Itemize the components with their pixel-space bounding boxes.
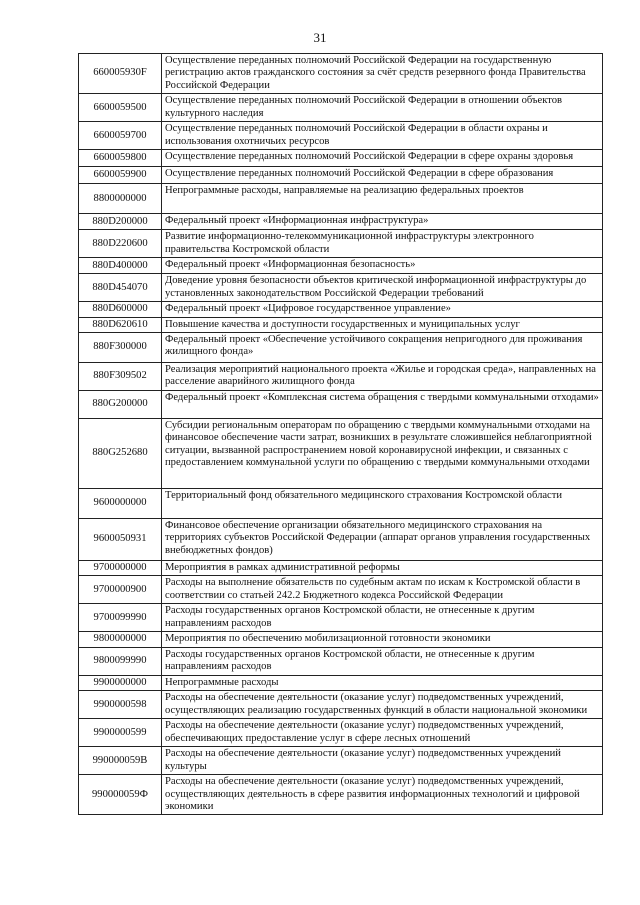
description-cell: Субсидии региональным операторам по обращению с твердыми коммунальными отходами на финансовое обеспечение части затрат, возникших в результате сложившейся неблагоприятной ситуации, вызванной распространением новой коронавирусной инфекции, и связанных с предоставлением коммунальной услуги по обращению с твердыми коммунальными отходами [162,419,603,489]
table-row [79,94,603,122]
table-row [79,719,603,747]
table-row [79,214,603,230]
table-row [79,519,603,561]
code-cell: 9600000000 [79,489,162,519]
code-cell: 9700000900 [79,576,162,604]
description-cell: Развитие информационно-телекоммуникационной инфраструктуры электронного правительства Костромской области [162,230,603,258]
code-cell: 880D400000 [79,258,162,274]
table-row [79,363,603,391]
description-cell: Осуществление переданных полномочий Российской Федерации в отношении объектов культурного наследия [162,94,603,122]
code-cell: 8800000000 [79,184,162,214]
code-cell: 880G252680 [79,419,162,489]
table-row [79,122,603,150]
description-cell: Финансовое обеспечение организации обязательного медицинского страхования на территориях субъектов Российской Федерации (аппарат органов управления государственных внебюджетных фондов) [162,519,603,561]
table-row [79,274,603,302]
table-row [79,419,603,489]
table-row [79,747,603,775]
code-cell: 880D600000 [79,302,162,317]
description-cell: Расходы на обеспечение деятельности (оказание услуг) подведомственных учреждений, осуществляющих деятельность в сфере развития информационных технологий и цифровой экономики [162,775,603,815]
table-row [79,647,603,675]
code-cell: 6600059900 [79,167,162,184]
description-cell: Расходы на обеспечение деятельности (оказание услуг) подведомственных учреждений культуры [162,747,603,775]
description-cell: Расходы на обеспечение деятельности (оказание услуг) подведомственных учреждений, осуществляющих реализацию государственных функций в области национальной экономики [162,691,603,719]
description-cell: Расходы государственных органов Костромской области, не отнесенные к другим направлениям расходов [162,604,603,632]
code-cell: 9700099990 [79,604,162,632]
table-row [79,317,603,332]
description-cell: Расходы государственных органов Костромской области, не отнесенные к другим направлениям расходов [162,647,603,675]
description-cell: Территориальный фонд обязательного медицинского страхования Костромской области [162,489,603,519]
code-cell: 880G200000 [79,391,162,419]
description-cell: Федеральный проект «Информационная безопасность» [162,258,603,274]
table-row [79,258,603,274]
description-cell: Федеральный проект «Цифровое государственное управление» [162,302,603,317]
code-cell: 990000059Ф [79,775,162,815]
description-cell: Осуществление переданных полномочий Российской Федерации на государственную регистрацию актов гражданского состояния за счёт средств резервного фонда Правительства Российской Федерации [162,54,603,94]
budget-codes-table [78,53,603,815]
description-cell: Осуществление переданных полномочий Российской Федерации в области охраны и использования охотничьих ресурсов [162,122,603,150]
table-row [79,604,603,632]
table-row [79,333,603,363]
table-row [79,150,603,167]
code-cell: 6600059500 [79,94,162,122]
table-row [79,302,603,317]
code-cell: 880D200000 [79,214,162,230]
code-cell: 6600059800 [79,150,162,167]
table-row [79,576,603,604]
table-row [79,489,603,519]
table-row [79,167,603,184]
code-cell: 880D620610 [79,317,162,332]
table-row [79,184,603,214]
code-cell: 9900000598 [79,691,162,719]
description-cell: Расходы на выполнение обязательств по судебным актам по искам к Костромской области в соответствии со статьей 242.2 Бюджетного кодекса Российской Федерации [162,576,603,604]
table-row [79,54,603,94]
description-cell: Мероприятия в рамках административной реформы [162,561,603,576]
code-cell: 880D220600 [79,230,162,258]
description-cell: Мероприятия по обеспечению мобилизационной готовности экономики [162,632,603,647]
code-cell: 9800099990 [79,647,162,675]
table-row [79,632,603,647]
table-row [79,675,603,690]
code-cell: 9900000599 [79,719,162,747]
table-row [79,561,603,576]
description-cell: Расходы на обеспечение деятельности (оказание услуг) подведомственных учреждений, обеспечивающих предоставление услуг в сфере лесных отношений [162,719,603,747]
code-cell: 880F309502 [79,363,162,391]
table-row [79,391,603,419]
table-row [79,691,603,719]
description-cell: Доведение уровня безопасности объектов критической информационной инфраструктуры до установленных законодательством Российской Федерации требований [162,274,603,302]
page-number: 31 [313,30,327,45]
code-cell: 660005930F [79,54,162,94]
description-cell: Реализация мероприятий национального проекта «Жилье и городская среда», направленных на расселение аварийного жилищного фонда [162,363,603,391]
description-cell: Осуществление переданных полномочий Российской Федерации в сфере охраны здоровья [162,150,603,167]
description-cell: Федеральный проект «Информационная инфраструктура» [162,214,603,230]
description-cell: Федеральный проект «Обеспечение устойчивого сокращения непригодного для проживания жилищного фонда» [162,333,603,363]
code-cell: 6600059700 [79,122,162,150]
code-cell: 880D454070 [79,274,162,302]
table-row [79,230,603,258]
code-cell: 9800000000 [79,632,162,647]
table-row [79,775,603,815]
description-cell: Повышение качества и доступности государственных и муниципальных услуг [162,317,603,332]
description-cell: Осуществление переданных полномочий Российской Федерации в сфере образования [162,167,603,184]
description-cell: Федеральный проект «Комплексная система обращения с твердыми коммунальными отходами» [162,391,603,419]
description-cell: Непрограммные расходы [162,675,603,690]
description-cell: Непрограммные расходы, направляемые на реализацию федеральных проектов [162,184,603,214]
code-cell: 880F300000 [79,333,162,363]
code-cell: 990000059В [79,747,162,775]
code-cell: 9700000000 [79,561,162,576]
code-cell: 9900000000 [79,675,162,690]
code-cell: 9600050931 [79,519,162,561]
